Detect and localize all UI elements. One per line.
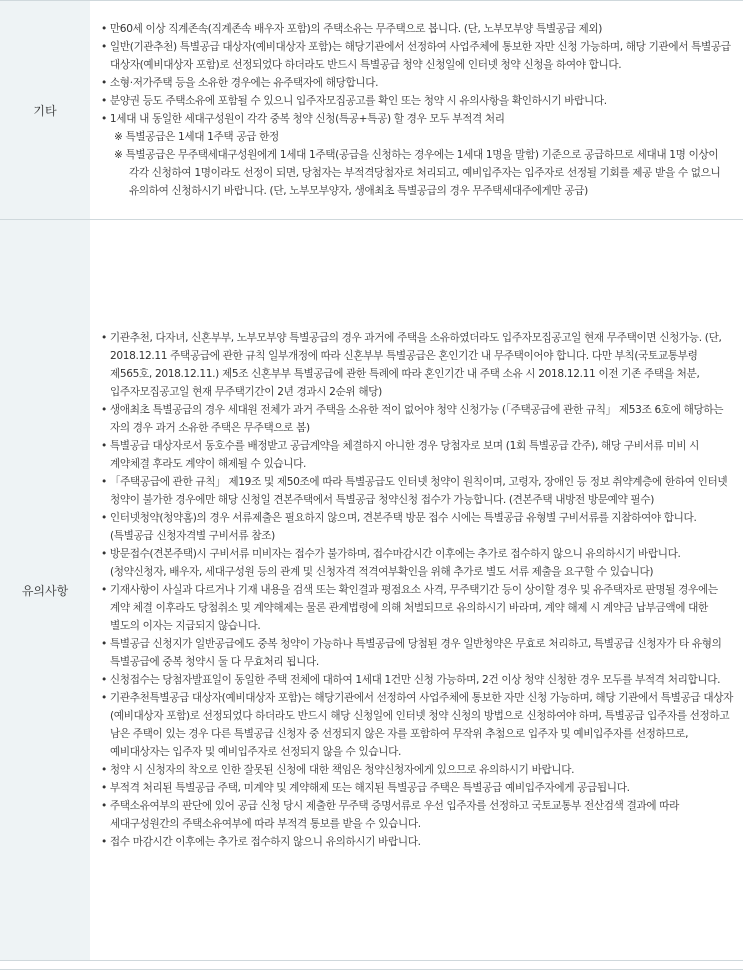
bullet-item: [101, 437, 737, 473]
item-text: 소형·저가주택 등을 소유한 경우에는 유주택자에 해당합니다.: [109, 77, 379, 89]
bullet-icon: •: [101, 782, 110, 794]
section-label: 기타: [0, 1, 90, 220]
note-item: [101, 146, 737, 200]
item-text: 방문접수(견본주택)시 구비서류 미비자는 접수가 불가하며, 접수마감시간 이후에는 추가로 접수하지 않으니 유의하시기 바랍니다. (청약신청자, 배우자, 세대구성원 등의 관계 및 신청자격 적격여부확인을 위해 추가로 별도 서류 제출을 요구할 수 있습니다): [109, 548, 681, 578]
item-text: 생애최초 특별공급의 경우 세대원 전체가 과거 주택을 소유한 적이 없어야 청약 신청가능 (「주택공급에 관한 규칙」 제53조 6호에 해당하는 자의 경우 과거 소유한 주택은 무주택으로 봄): [109, 404, 724, 434]
bullet-icon: •: [101, 41, 110, 53]
bullet-item: [101, 833, 737, 851]
bullet-item: [101, 635, 737, 671]
bullet-item: [101, 509, 737, 545]
bullet-item: [101, 110, 737, 128]
item-text: ※ 특별공급은 1세대 1주택 공급 한정: [114, 131, 279, 143]
item-text: 「주택공급에 관한 규칙」 제19조 및 제50조에 따라 특별공급도 인터넷 청약이 원칙이며, 고령자, 장애인 등 정보 취약계층에 한하여 인터넷 청약이 불가한 경우에만 해당 신청일 견본주택에서 특별공급 청약신청 접수가 가능합니다. (견본주택 내방전 방문예약 필수): [109, 476, 728, 506]
bullet-item: [101, 329, 737, 401]
section-row-cautions: [0, 220, 743, 961]
bullet-icon: •: [101, 332, 110, 344]
bullet-item: [101, 473, 737, 509]
item-text: 특별공급 대상자로서 동호수를 배정받고 공급계약을 체결하지 아니한 경우 당첨자로 보며 (1회 특별공급 간주), 해당 구비서류 미비 시 계약체결 후라도 계약이 해제될 수 있습니다.: [109, 440, 699, 470]
item-text: 1세대 내 동일한 세대구성원이 각각 중복 청약 신청(특공+특공) 할 경우 모두 부적격 처리: [109, 113, 505, 125]
note-item: [101, 128, 737, 146]
bullet-icon: •: [101, 77, 110, 89]
bullet-icon: •: [101, 113, 110, 125]
item-list: [101, 329, 737, 851]
bullet-item: [101, 20, 737, 38]
bullet-icon: •: [101, 404, 110, 416]
item-text: 기관추천, 다자녀, 신혼부부, 노부모부양 특별공급의 경우 과거에 주택을 소유하였더라도 입주자모집공고일 현재 무주택이면 신청가능. (단, 2018.12.11 주택공급에 관한 규칙 일부개정에 따라 신혼부부 특별공급은 혼인기간 내 무주택이어야 합니다. 다만 부칙(국토교통부령 제565호, 2018.12.11.) 제5조 신혼부부 특별공급에 관한 특례에 따라 혼인기간 내 주택 소유 시 2018.12.11 이전 기존 주택을 처분, 입주자모집공고일 현재 무주택기간이 2년 경과시 2순위 해당): [109, 332, 722, 398]
bullet-item: [101, 92, 737, 110]
bullet-icon: •: [101, 692, 110, 704]
item-text: 접수 마감시간 이후에는 추가로 접수하지 않으니 유의하시기 바랍니다.: [109, 836, 421, 848]
bullet-icon: •: [101, 836, 110, 848]
bullet-icon: •: [101, 440, 110, 452]
bullet-item: [101, 761, 737, 779]
bullet-icon: •: [101, 638, 110, 650]
section-content: [90, 1, 743, 220]
item-text: 청약 시 신청자의 착오로 인한 잘못된 신청에 대한 책임은 청약신청자에게 있으므로 유의하시기 바랍니다.: [109, 764, 575, 776]
item-text: 기재사항이 사실과 다르거나 기재 내용을 검색 또는 확인결과 평점요소 사격, 무주택기간 등이 상이할 경우 및 유주택자로 판명될 경우에는 계약 체결 이후라도 당첨취소 및 계약해제는 물론 관계법령에 의해 처벌되므로 유의하시기 바라며, 계약 해제 시 계약금 납부금액에 대한 별도의 이자는 지급되지 않습니다.: [109, 584, 718, 632]
item-text: 신청접수는 당첨자발표일이 동일한 주택 전체에 대하여 1세대 1건만 신청 가능하며, 2건 이상 청약 신청한 경우 모두를 부적격 처리합니다.: [109, 674, 721, 686]
section-label: 유의사항: [0, 220, 90, 961]
bullet-icon: •: [101, 800, 110, 812]
item-text: 만60세 이상 직계존속(직계존속 배우자 포함)의 주택소유는 무주택으로 봅니다. (단, 노부모부양 특별공급 제외): [109, 23, 603, 35]
bullet-icon: •: [101, 476, 110, 488]
item-text: 주택소유여부의 판단에 있어 공급 신청 당시 제출한 무주택 증명서류로 우선 입주자를 선정하고 국토교통부 전산검색 결과에 따라 세대구성원간의 주택소유여부에 따라 부적격 통보를 받을 수 있습니다.: [109, 800, 680, 830]
bullet-icon: •: [101, 23, 110, 35]
bullet-item: [101, 545, 737, 581]
item-text: 일반(기관추천) 특별공급 대상자(예비대상자 포함)는 해당기관에서 선정하여 사업주체에 통보한 자만 신청 가능하며, 해당 기관에서 특별공급 대상자(예비대상자 포함)로 선정되었다 하더라도 반드시 특별공급 청약 신청일에 인터넷 청약 신청을 하여야 합니다.: [109, 41, 731, 71]
bullet-icon: •: [101, 584, 110, 596]
section-row-misc: [0, 1, 743, 220]
bullet-item: [101, 38, 737, 74]
item-list: [101, 20, 737, 200]
bullet-icon: •: [101, 674, 110, 686]
bullet-item: [101, 779, 737, 797]
item-text: 인터넷청약(청약홈)의 경우 서류제출은 필요하지 않으며, 견본주택 방문 접수 시에는 특별공급 유형별 구비서류를 지참하여야 합니다.(특별공급 신청자격별 구비서류 참조): [109, 512, 697, 542]
bullet-item: [101, 581, 737, 635]
item-text: 특별공급 신청지가 일반공급에도 중복 청약이 가능하나 특별공급에 당첨된 경우 일반청약은 무효로 처리하고, 특별공급 신청자가 타 유형의 특별공급에 중복 청약시 둘 다 무효처리 됩니다.: [109, 638, 722, 668]
item-text: 분양권 등도 주택소유에 포함될 수 있으니 입주자모집공고를 확인 또는 청약 시 유의사항을 확인하시기 바랍니다.: [109, 95, 607, 107]
bullet-icon: •: [101, 95, 110, 107]
section-content: [90, 220, 743, 961]
bullet-icon: •: [101, 764, 110, 776]
bullet-item: [101, 401, 737, 437]
item-text: 기관추천특별공급 대상자(예비대상자 포함)는 해당기관에서 선정하여 사업주체에 통보한 자만 신청 가능하며, 해당 기관에서 특별공급 대상자(예비대상자 포함)로 선정되었다 하더라도 반드시 해당 신청일에 인터넷 청약 신청의 방법으로 신청하여야 하며, 특별공급 입주자를 선정하고 남은 주택이 있는 경우 다른 특별공급 신청자 중 선정되지 않은 자를 포함하여 무작위 추첨으로 입주자 및 예비입주자를 선정하므로, 예비대상자는 입주자 및 예비입주자로 선정되지 않을 수 있습니다.: [109, 692, 733, 758]
item-text: ※ 특별공급은 무주택세대구성원에게 1세대 1주택(공급을 신청하는 경우에는 1세대 1명을 말함) 기준으로 공급하므로 세대내 1명 이상이 각각 신청하여 1명이라도 선정이 되면, 당첨자는 부적격당첨자로 처리되고, 예비입주자는 입주자로 선정될 기회를 제공 받을 수 없으니 유의하여 신청하시기 바랍니다. (단, 노부모부양자, 생애최초 특별공급의 경우 무주택세대주에게만 공급): [114, 149, 721, 197]
bullet-icon: •: [101, 548, 110, 560]
bullet-item: [101, 797, 737, 833]
bullet-item: [101, 689, 737, 761]
item-text: 부적격 처리된 특별공급 주택, 미계약 및 계약해제 또는 해지된 특별공급 주택은 특별공급 예비입주자에게 공급됩니다.: [109, 782, 630, 794]
bullet-item: [101, 74, 737, 92]
bullet-icon: •: [101, 512, 110, 524]
bullet-item: [101, 671, 737, 689]
